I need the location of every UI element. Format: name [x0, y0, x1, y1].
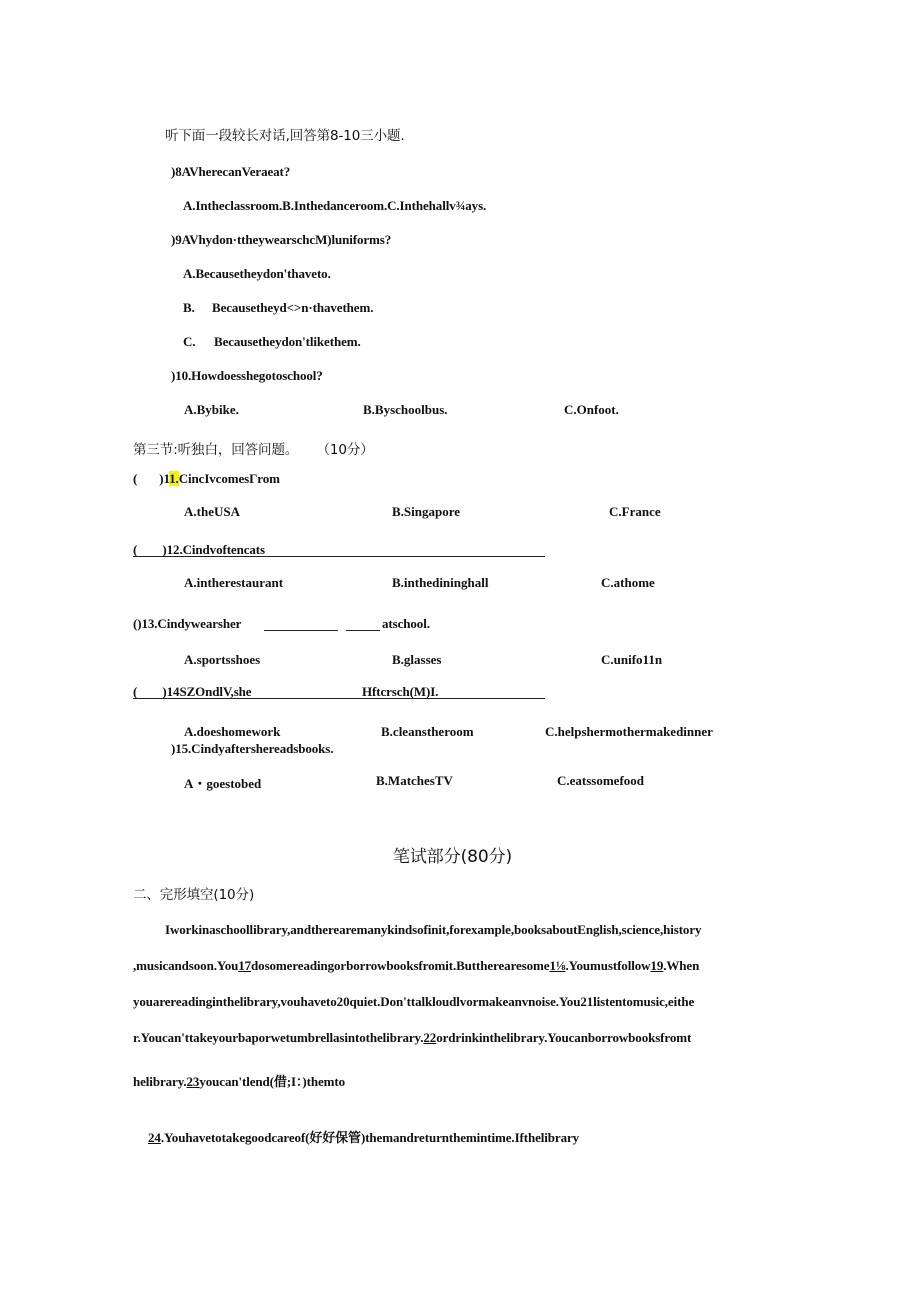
question-11-number: )1	[159, 471, 170, 486]
question-10-option-c: C.Onfoot.	[564, 402, 619, 417]
question-9-option-a: A.Becausetheydon'thaveto.	[183, 266, 331, 281]
cloze-line-5	[133, 1071, 345, 1090]
question-9-option-b: Becausetheyd<>n·thavethem.	[212, 300, 374, 315]
question-12-option-b: B.inthediningha​ll	[392, 575, 489, 590]
cloze-text: r.Youcan'ttakeyourbaporwetumbrellasintothelibrary.	[133, 1030, 424, 1045]
question-12-underline	[133, 556, 545, 557]
cloze-line-3: youarereadinginthelibrary,vouhaveto20quiet.Don'ttalkloudlvormakeanvnoise.You21listentomusic,eithe	[133, 994, 695, 1009]
cloze-blank-22: 22	[423, 1030, 437, 1045]
cloze-text: dosomereadingorborrowbooksfromit.Buttherearesome	[251, 958, 550, 973]
section-3-title-text: 第三节:听独白，回答问题。	[133, 442, 299, 458]
question-15-option-b: B.MatchesTV	[376, 773, 453, 788]
section-3-score: （10分）	[316, 442, 374, 458]
written-part-title: 笔试部分(80分)	[393, 847, 512, 867]
question-13-option-a: A.sportsshoes	[184, 652, 261, 667]
question-8-options: A.Intheclassroom.B.Inthedanceroom.C.Inthehallv¾ays.	[183, 198, 487, 213]
question-13-blank-2	[346, 630, 380, 631]
question-13-tail: atschool.	[382, 616, 430, 631]
section-intro: 听下面一段较长对话,回答第8-10三小题.	[165, 128, 405, 144]
cloze-blank-24: 24	[148, 1130, 161, 1145]
cloze-line-1: Iworkinaschoollibrary,andtherearemanykindsofinit,forexample,booksaboutEnglish,science,history	[165, 922, 702, 937]
cloze-text: ,musicandsoon.You	[133, 958, 239, 973]
question-13-blank-1	[264, 630, 338, 631]
cloze-text: youcan'tlend(借;I：)themto	[199, 1074, 345, 1089]
cloze-text: .When	[663, 958, 700, 973]
cloze-heading: 二、完形填空(10分)	[133, 887, 255, 903]
question-15: )15.Cindyaftershereadsbooks.	[171, 741, 334, 756]
question-11	[133, 471, 280, 487]
question-11-option-b: B.Singapore	[392, 504, 461, 519]
question-10-option-a: A.Bybike.	[184, 402, 239, 417]
question-11-highlight: 1.	[169, 471, 179, 486]
question-14: ( )14SZOndlV,she	[133, 684, 252, 699]
cloze-text: ordrinkinthelibrary.Youcanborrowbooksfromt	[436, 1030, 692, 1045]
question-10-option-b: B.Byschoolbus.	[363, 402, 448, 417]
question-11-option-a: A.theUSA	[184, 504, 240, 519]
cloze-blank-17: 17	[238, 958, 252, 973]
question-13: ()13.Cindywearsher	[133, 616, 242, 631]
question-14-mid: Hftcrsch(M)I.	[362, 684, 439, 699]
question-12: ( )12.Cindvoftencats	[133, 542, 265, 557]
question-9: )9AVhydon·ttheywearschcM)luniforms?	[171, 232, 392, 247]
question-8: )8AVherecanVeraeat?	[171, 164, 291, 179]
question-13-option-c: C.unifo11n	[601, 652, 663, 667]
question-15-option-c: C.eatssomefood	[557, 773, 645, 788]
question-13-option-b: B.glasses	[392, 652, 442, 667]
question-12-option-c: C.athome	[601, 575, 655, 590]
question-14-option-a: A.doeshomework	[184, 724, 281, 739]
question-14-underline	[133, 698, 545, 699]
question-9-option-c: Becausetheydon'tlikethem.	[214, 334, 361, 349]
question-15-option-a: A・goestobed	[184, 776, 262, 791]
cloze-text: .Youmustfollow	[565, 958, 651, 973]
question-11-text: CincIvcomesΓrom	[178, 471, 280, 486]
question-9-option-b-label: B.	[183, 300, 195, 315]
question-14-option-b: B.cleanstheroom	[381, 724, 474, 739]
cloze-text: .Youhavetotakegoodcareof(好好保管)themandreturnthemintime.Ifthelibrary	[160, 1130, 580, 1145]
question-10: )10.Howdoesshegotoschool?	[171, 368, 323, 383]
question-12-option-a: A.intherestaurant	[184, 575, 284, 590]
cloze-blank-19: 19	[650, 958, 664, 973]
question-14-option-c: C.helpshermothermakedinner	[545, 724, 713, 739]
section-3-title	[133, 438, 374, 458]
cloze-line-4	[133, 1030, 691, 1046]
question-9-option-c-label: C.	[183, 334, 196, 349]
question-11-option-c: C.France	[609, 504, 661, 519]
cloze-line-6	[148, 1127, 579, 1146]
cloze-blank-23: 23	[186, 1074, 200, 1089]
cloze-blank-18: 1⅛	[549, 958, 566, 973]
cloze-line-2	[133, 958, 699, 974]
cloze-text: helibrary.	[133, 1074, 187, 1089]
question-11-paren: (	[133, 471, 138, 486]
